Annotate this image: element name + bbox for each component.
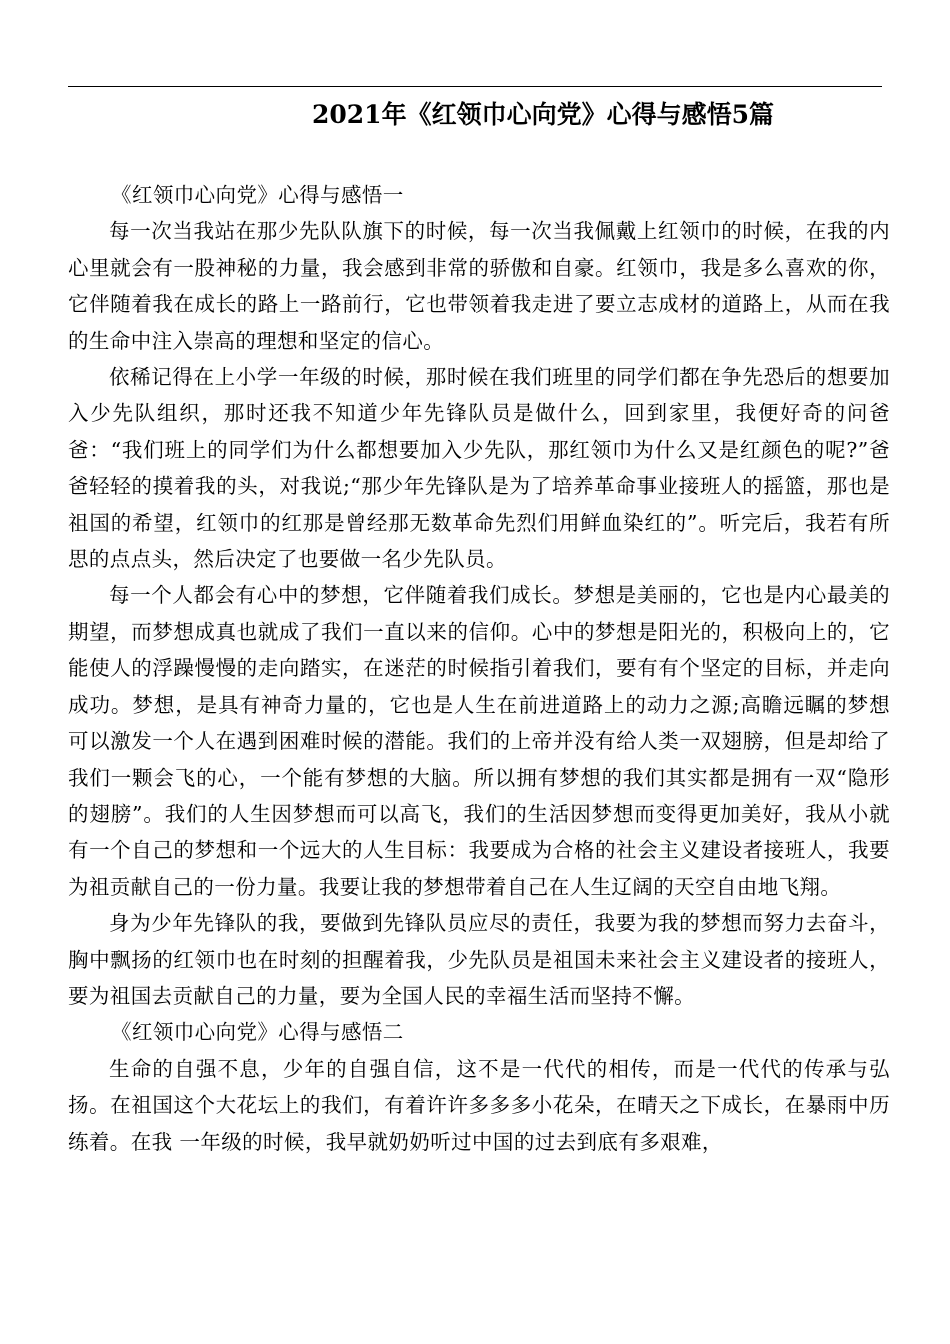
paragraph-5: 生命的自强不息，少年的自强自信，这不是一代代的相传，而是一代代的传承与弘扬。在祖国这个大花坛上的我们，有着许许多多多小花朵，在晴天之下成长，在暴雨中历练着。在我 一年级的时候，我早就奶奶听过中国的过去到底有多艰难， xyxy=(68,1056,890,1154)
section-heading-1: 《红领巾心向党》心得与感悟一 xyxy=(111,183,404,207)
paragraph-2: 依稀记得在上小学一年级的时候，那时候在我们班里的同学们都在争先恐后的想要加入少先队组织，那时还我不知道少年先锋队员是做什么，回到家里，我便好奇的问爸爸：“我们班上的同学们为什么都想要加入少先队，那红领巾为什么又是红颜色的呢?”爸爸轻轻的摸着我的头，对我说;“那少年先锋队是为了培养革命事业接班人的摇篮，那也是祖国的希望，红领巾的红那是曾经那无数革命先烈们用鲜血染红的”。听完后，我若有所思的点点头，然后决定了也要做一名少先队员。 xyxy=(68,365,890,572)
section-heading-2: 《红领巾心向党》心得与感悟二 xyxy=(111,1020,404,1045)
document-title: 2021年《红领巾心向党》心得与感悟5篇 xyxy=(312,100,774,129)
paragraph-1: 每一次当我站在那少先队队旗下的时候，每一次当我佩戴上红领巾的时候，在我的内心里就会有一股神秘的力量，我会感到非常的骄傲和自豪。红领巾，我是多么喜欢的你，它伴随着我在成长的路上一路前行，它也带领着我走进了要立志成材的道路上，从而在我的生命中注入崇高的理想和坚定的信心。 xyxy=(68,219,890,353)
paragraph-4: 身为少年先锋队的我，要做到先锋队员应尽的责任，我要为我的梦想而努力去奋斗，胸中飘扬的红领巾也在时刻的担醒着我，少先队员是祖国未来社会主义建设者的接班人，要为祖国去贡献自己的力量，要为全国人民的幸福生活而坚持不懈。 xyxy=(68,911,890,1008)
document-body xyxy=(68,177,890,1160)
paragraph-3: 每一个人都会有心中的梦想，它伴随着我们成长。梦想是美丽的，它也是内心最美的期望，而梦想成真也就成了我们一直以来的信仰。心中的梦想是阳光的，积极向上的，它能使人的浮躁慢慢的走向踏实，在迷茫的时候指引着我们，要有有个坚定的目标，并走向成功。梦想，是具有神奇力量的，它也是人生在前进道路上的动力之源;高瞻远瞩的梦想可以激发一个人在遇到困难时候的潜能。我们的上帝并没有给人类一双翅膀，但是却给了我们一颗会飞的心，一个能有梦想的大脑。所以拥有梦想的我们其实都是拥有一双“隐形的翅膀”。我们的人生因梦想而可以高飞，我们的生活因梦想而变得更加美好，我从小就有一个自己的梦想和一个远大的人生目标：我要成为合格的社会主义建设者接班人，我要为祖贡献自己的一份力量。我要让我的梦想带着自己在人生辽阔的天空自由地飞翔。 xyxy=(68,583,890,899)
header-rule xyxy=(68,86,882,87)
